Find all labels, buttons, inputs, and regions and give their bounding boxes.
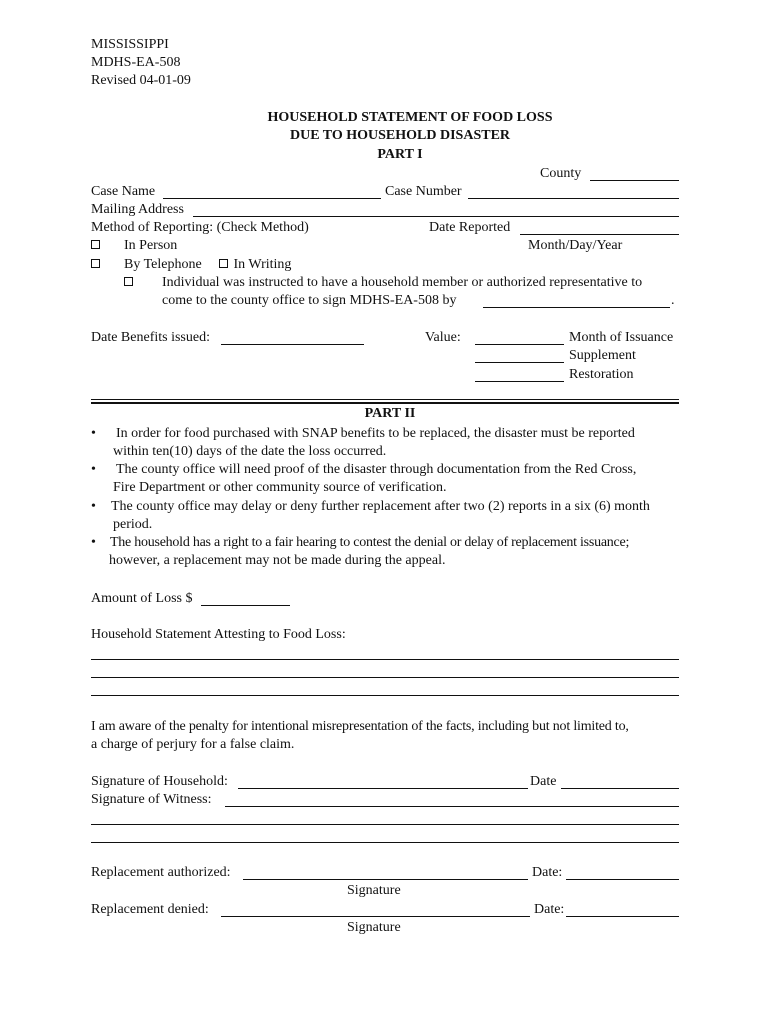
blank-line-1[interactable] bbox=[91, 824, 679, 825]
household-statement-label: Household Statement Attesting to Food Loss: bbox=[91, 627, 346, 642]
blank-line-2[interactable] bbox=[91, 842, 679, 843]
signature-date-label: Date bbox=[530, 774, 557, 789]
mailing-address-field[interactable] bbox=[193, 216, 679, 217]
penalty-line2: a charge of perjury for a false claim. bbox=[91, 737, 295, 752]
statement-line-1[interactable] bbox=[91, 659, 679, 660]
month-of-issuance-field[interactable] bbox=[475, 344, 564, 345]
replacement-denied-field[interactable] bbox=[221, 916, 530, 917]
signature-witness-field[interactable] bbox=[225, 806, 679, 807]
restoration-label: Restoration bbox=[569, 367, 634, 382]
denied-date-label: Date: bbox=[534, 902, 565, 917]
signature-witness-label: Signature of Witness: bbox=[91, 792, 212, 807]
case-number-field[interactable] bbox=[468, 198, 679, 199]
supplement-field[interactable] bbox=[475, 362, 564, 363]
amount-of-loss-field[interactable] bbox=[201, 605, 290, 606]
bullet-4-marker: • bbox=[91, 535, 96, 550]
instructed-option[interactable] bbox=[124, 274, 135, 292]
method-label: Method of Reporting: (Check Method) bbox=[91, 220, 309, 235]
date-benefits-field[interactable] bbox=[221, 344, 364, 345]
bullet-1-line2: within ten(10) days of the date the loss occurred. bbox=[113, 444, 387, 459]
bullet-3-marker: • bbox=[91, 499, 96, 514]
case-name-field[interactable] bbox=[163, 198, 381, 199]
instructed-text-line1: Individual was instructed to have a household member or authorized representative to bbox=[162, 275, 643, 290]
replacement-authorized-label: Replacement authorized: bbox=[91, 865, 231, 880]
part2-title: PART II bbox=[364, 406, 416, 421]
county-field[interactable] bbox=[590, 180, 679, 181]
sign-by-date-field[interactable] bbox=[483, 307, 670, 308]
statement-line-3[interactable] bbox=[91, 695, 679, 696]
bullet-1-marker: • bbox=[91, 426, 96, 441]
case-name-label: Case Name bbox=[91, 184, 156, 199]
replacement-authorized-field[interactable] bbox=[243, 879, 528, 880]
supplement-label: Supplement bbox=[569, 348, 636, 363]
in-person-option[interactable] bbox=[91, 237, 102, 255]
case-number-label: Case Number bbox=[385, 184, 462, 199]
by-telephone-checkbox[interactable] bbox=[91, 259, 100, 268]
in-writing-option[interactable] bbox=[219, 256, 291, 274]
month-of-issuance-label: Month of Issuance bbox=[569, 330, 674, 345]
in-person-checkbox[interactable] bbox=[91, 240, 100, 249]
form-title-line1: HOUSEHOLD STATEMENT OF FOOD LOSS bbox=[267, 110, 553, 125]
bullet-1-line1: In order for food purchased with SNAP benefits to be replaced, the disaster must be reported bbox=[116, 426, 635, 441]
by-telephone-label: By Telephone bbox=[124, 257, 202, 272]
section-divider-top bbox=[91, 399, 679, 400]
part1-title: PART I bbox=[377, 147, 423, 162]
county-label: County bbox=[540, 166, 582, 181]
section-divider-bottom bbox=[91, 402, 679, 404]
authorized-signature-caption: Signature bbox=[347, 883, 401, 898]
in-writing-label: In Writing bbox=[233, 257, 292, 272]
authorized-date-label: Date: bbox=[532, 865, 563, 880]
instructed-checkbox[interactable] bbox=[124, 277, 133, 286]
denied-date-field[interactable] bbox=[566, 916, 679, 917]
bullet-2-line2: Fire Department or other community source of verification. bbox=[113, 480, 447, 495]
state-label: MISSISSIPPI bbox=[91, 37, 169, 52]
bullet-2-marker: • bbox=[91, 462, 96, 477]
denied-signature-caption: Signature bbox=[347, 920, 401, 935]
mailing-address-label: Mailing Address bbox=[91, 202, 184, 217]
replacement-denied-label: Replacement denied: bbox=[91, 902, 209, 917]
bullet-3-line2: period. bbox=[113, 517, 153, 532]
statement-line-2[interactable] bbox=[91, 677, 679, 678]
date-reported-label: Date Reported bbox=[429, 220, 511, 235]
date-reported-field[interactable] bbox=[520, 234, 679, 235]
penalty-line1: I am aware of the penalty for intentional misrepresentation of the facts, including but not limited to, bbox=[91, 719, 629, 734]
instructed-period: . bbox=[671, 293, 675, 308]
form-title-line2: DUE TO HOUSEHOLD DISASTER bbox=[289, 128, 511, 143]
date-benefits-label: Date Benefits issued: bbox=[91, 330, 210, 345]
bullet-4-line2: however, a replacement may not be made during the appeal. bbox=[109, 553, 446, 568]
bullet-2-line1: The county office will need proof of the disaster through documentation from the Red Cross, bbox=[116, 462, 637, 477]
signature-household-label: Signature of Household: bbox=[91, 774, 228, 789]
signature-household-field[interactable] bbox=[238, 788, 528, 789]
by-telephone-option[interactable] bbox=[91, 256, 102, 274]
in-writing-checkbox[interactable] bbox=[219, 259, 228, 268]
authorized-date-field[interactable] bbox=[566, 879, 679, 880]
instructed-text-line2: come to the county office to sign MDHS-EA-508 by bbox=[162, 293, 457, 308]
bullet-3-line1: The county office may delay or deny further replacement after two (2) reports in a six (6) month bbox=[111, 499, 650, 514]
in-person-label: In Person bbox=[124, 238, 178, 253]
revised-date: Revised 04-01-09 bbox=[91, 73, 191, 88]
signature-date-field[interactable] bbox=[561, 788, 679, 789]
value-label: Value: bbox=[425, 330, 461, 345]
amount-of-loss-label: Amount of Loss $ bbox=[91, 591, 193, 606]
restoration-field[interactable] bbox=[475, 381, 564, 382]
bullet-4-line1: The household has a right to a fair hearing to contest the denial or delay of replacement issuance; bbox=[110, 535, 630, 550]
form-number: MDHS-EA-508 bbox=[91, 55, 181, 70]
date-format-hint: Month/Day/Year bbox=[528, 238, 623, 253]
